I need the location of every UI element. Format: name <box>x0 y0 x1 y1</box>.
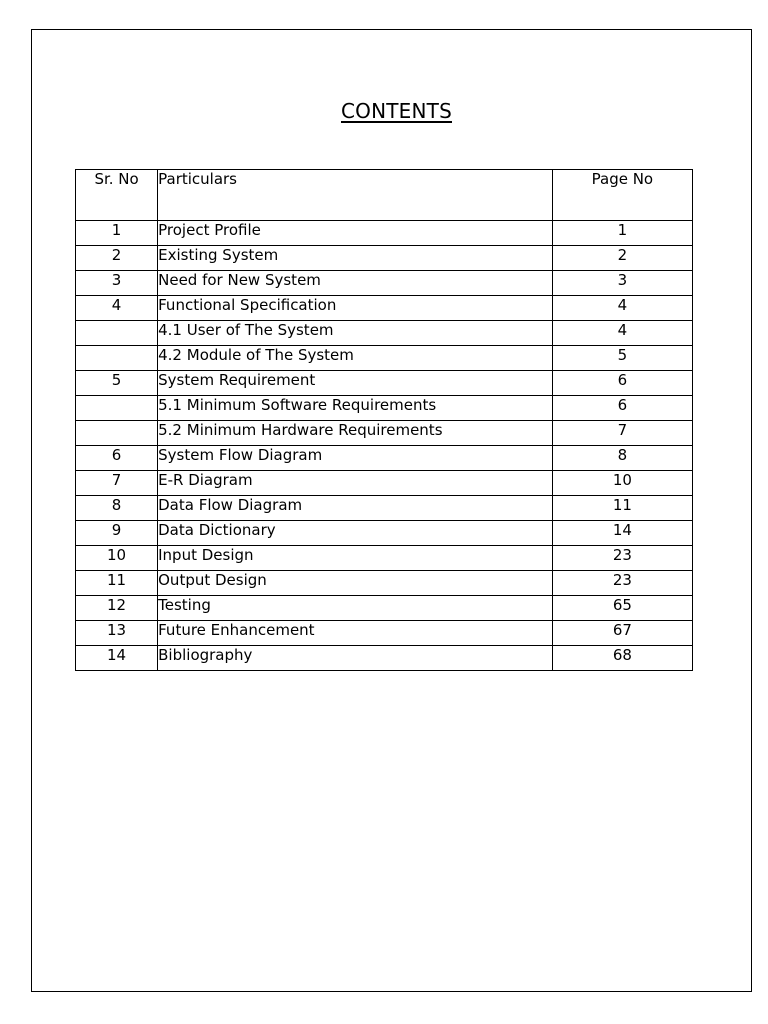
page-no-cell: 7 <box>552 421 692 446</box>
page-title: CONTENTS <box>341 99 452 123</box>
table-row <box>76 596 693 621</box>
header-page-no: Page No <box>552 170 692 221</box>
sr-no-cell: 11 <box>76 571 158 596</box>
page-no-cell: 68 <box>552 646 692 671</box>
sr-no-cell <box>76 421 158 446</box>
particulars-cell: Data Dictionary <box>158 521 553 546</box>
table-row <box>76 646 693 671</box>
sr-no-cell: 7 <box>76 471 158 496</box>
page-no-cell: 3 <box>552 271 692 296</box>
particulars-cell: System Requirement <box>158 371 553 396</box>
sr-no-cell: 9 <box>76 521 158 546</box>
page-no-cell: 6 <box>552 396 692 421</box>
table-row <box>76 546 693 571</box>
sr-no-cell: 5 <box>76 371 158 396</box>
table-row <box>76 221 693 246</box>
page-no-cell: 5 <box>552 346 692 371</box>
header-particulars: Particulars <box>158 170 553 221</box>
table-row <box>76 571 693 596</box>
table-row <box>76 496 693 521</box>
particulars-cell: Existing System <box>158 246 553 271</box>
page-no-cell: 65 <box>552 596 692 621</box>
table-header-row <box>76 170 693 221</box>
particulars-cell: Data Flow Diagram <box>158 496 553 521</box>
table-row <box>76 296 693 321</box>
page-no-cell: 23 <box>552 546 692 571</box>
sr-no-cell: 10 <box>76 546 158 571</box>
table-row <box>76 246 693 271</box>
sr-no-cell: 3 <box>76 271 158 296</box>
table-row <box>76 471 693 496</box>
page-no-cell: 4 <box>552 296 692 321</box>
page-no-cell: 23 <box>552 571 692 596</box>
sr-no-cell: 6 <box>76 446 158 471</box>
particulars-cell: 5.2 Minimum Hardware Requirements <box>158 421 553 446</box>
particulars-cell: Bibliography <box>158 646 553 671</box>
sr-no-cell <box>76 321 158 346</box>
sr-no-cell <box>76 346 158 371</box>
particulars-cell: 4.1 User of The System <box>158 321 553 346</box>
particulars-cell: Project Profile <box>158 221 553 246</box>
particulars-cell: 5.1 Minimum Software Requirements <box>158 396 553 421</box>
table-row <box>76 621 693 646</box>
table-row <box>76 271 693 296</box>
sr-no-cell: 1 <box>76 221 158 246</box>
particulars-cell: System Flow Diagram <box>158 446 553 471</box>
page-no-cell: 1 <box>552 221 692 246</box>
sr-no-cell <box>76 396 158 421</box>
sr-no-cell: 8 <box>76 496 158 521</box>
particulars-cell: Output Design <box>158 571 553 596</box>
particulars-cell: 4.2 Module of The System <box>158 346 553 371</box>
contents-table <box>75 169 693 671</box>
table-row <box>76 396 693 421</box>
table-row <box>76 371 693 396</box>
table-row <box>76 346 693 371</box>
particulars-cell: Testing <box>158 596 553 621</box>
particulars-cell: Future Enhancement <box>158 621 553 646</box>
table-row <box>76 446 693 471</box>
header-sr-no: Sr. No <box>76 170 158 221</box>
table-row <box>76 321 693 346</box>
sr-no-cell: 4 <box>76 296 158 321</box>
sr-no-cell: 12 <box>76 596 158 621</box>
page-no-cell: 8 <box>552 446 692 471</box>
page-no-cell: 2 <box>552 246 692 271</box>
table-row <box>76 521 693 546</box>
table-body <box>76 221 693 671</box>
table-row <box>76 421 693 446</box>
particulars-cell: E-R Diagram <box>158 471 553 496</box>
particulars-cell: Input Design <box>158 546 553 571</box>
page-no-cell: 14 <box>552 521 692 546</box>
particulars-cell: Functional Specification <box>158 296 553 321</box>
sr-no-cell: 14 <box>76 646 158 671</box>
page-no-cell: 4 <box>552 321 692 346</box>
particulars-cell: Need for New System <box>158 271 553 296</box>
page-no-cell: 6 <box>552 371 692 396</box>
page-no-cell: 11 <box>552 496 692 521</box>
page-no-cell: 10 <box>552 471 692 496</box>
sr-no-cell: 2 <box>76 246 158 271</box>
sr-no-cell: 13 <box>76 621 158 646</box>
page-no-cell: 67 <box>552 621 692 646</box>
